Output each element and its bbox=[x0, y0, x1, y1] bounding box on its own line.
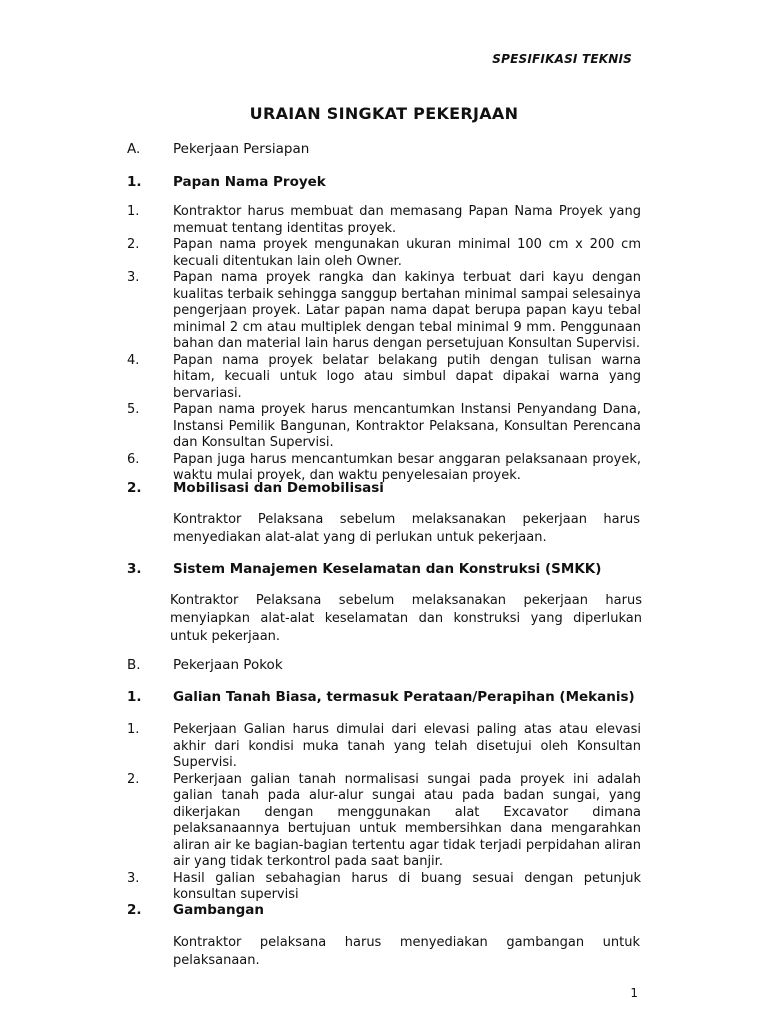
list-item-text: Papan nama proyek belatar belakang putih dengan tulisan warna hitam, kecuali untuk logo atau simbul dapat dipakai warna yang bervariasi. bbox=[173, 352, 641, 401]
gambangan-paragraph: Kontraktor pelaksana harus menyediakan gambangan untuk pelaksanaan. bbox=[173, 935, 640, 968]
list-item-text: Papan nama proyek rangka dan kakinya terbuat dari kayu dengan kualitas terbaik sehingga sanggup bertahan minimal sampai selesainya pengerjaan proyek. Latar papan nama dapat berupa papan kayu tebal minimal 2 cm atau multiplek dengan tebal minimal 9 mm. Penggunaan bahan dan material lain harus dengan persetujuan Konsultan Supervisi. bbox=[173, 270, 641, 351]
list-item bbox=[127, 402, 641, 452]
list-item-number: 2. bbox=[127, 771, 140, 787]
page-number: 1 bbox=[630, 986, 638, 1000]
section-title: Pekerjaan Persiapan bbox=[173, 141, 310, 157]
list-item-text: Kontraktor harus membuat dan memasang Papan Nama Proyek yang memuat tentang identitas proyek. bbox=[173, 204, 641, 236]
list-item bbox=[127, 772, 641, 871]
list-item-number: 5. bbox=[127, 402, 140, 417]
subsection-title: Papan Nama Proyek bbox=[173, 174, 326, 190]
subsection-heading-a2 bbox=[127, 479, 647, 497]
list-item bbox=[127, 871, 641, 904]
galian-list bbox=[127, 722, 641, 904]
subsection-number: 3. bbox=[127, 561, 142, 577]
subsection-title: Mobilisasi dan Demobilisasi bbox=[173, 480, 384, 496]
list-item-text: Papan juga harus mencantumkan besar anggaran pelaksanaan proyek, waktu mulai proyek, dan waktu penyelesaian proyek. bbox=[173, 451, 641, 483]
list-item-text: Perkerjaan galian tanah normalisasi sungai pada proyek ini adalah galian tanah pada alur-alur sungai atau pada badan sungai, yang dikerjakan dengan menggunakan alat Excavator dimana pelaksanaannya bertujuan untuk membersihkan dana mengarahkan aliran air ke bagian-bagian tertentu agar tidak terjadi perpidahan aliran air yang tidak terkontrol pada saat banjir. bbox=[173, 771, 641, 869]
subsection-heading-b2 bbox=[127, 901, 647, 919]
list-item-text: Papan nama proyek harus mencantumkan Instansi Penyandang Dana, Instansi Pemilik Bangunan, Kontraktor Pelaksana, Konsultan Perencana dan Konsultan Supervisi. bbox=[173, 402, 641, 450]
subsection-number: 2. bbox=[127, 480, 142, 496]
list-item-text: Hasil galian sebahagian harus di buang sesuai dengan petunjuk konsultan supervisi bbox=[173, 870, 641, 902]
subsection-heading-a1 bbox=[127, 173, 647, 191]
section-letter: A. bbox=[127, 141, 141, 157]
section-title: Pekerjaan Pokok bbox=[173, 657, 283, 673]
list-item bbox=[127, 353, 641, 403]
subsection-number: 1. bbox=[127, 689, 142, 705]
section-letter: B. bbox=[127, 657, 141, 673]
list-item-number: 3. bbox=[127, 870, 140, 886]
section-heading-a bbox=[127, 140, 647, 158]
subsection-number: 2. bbox=[127, 902, 142, 918]
list-item-number: 3. bbox=[127, 270, 140, 285]
subsection-heading-b1 bbox=[127, 688, 647, 706]
list-item-number: 6. bbox=[127, 451, 140, 467]
papan-nama-list bbox=[127, 204, 641, 485]
running-header: SPESIFIKASI TEKNIS bbox=[492, 52, 632, 66]
subsection-number: 1. bbox=[127, 174, 142, 190]
section-heading-b bbox=[127, 656, 647, 674]
list-item-text: Papan nama proyek mengunakan ukuran minimal 100 cm x 200 cm kecuali ditentukan lain oleh Owner. bbox=[173, 237, 641, 269]
list-item-text: Pekerjaan Galian harus dimulai dari elevasi paling atas atau elevasi akhir dari kondisi muka tanah yang telah disetujui oleh Konsultan Supervisi. bbox=[173, 722, 641, 770]
list-item-number: 1. bbox=[127, 722, 140, 737]
list-item bbox=[127, 237, 641, 270]
subsection-heading-a3 bbox=[127, 560, 647, 578]
document-title: URAIAN SINGKAT PEKERJAAN bbox=[249, 104, 519, 123]
subsection-title: Galian Tanah Biasa, termasuk Perataan/Perapihan (Mekanis) bbox=[173, 689, 635, 705]
list-item bbox=[127, 722, 641, 772]
subsection-title: Gambangan bbox=[173, 902, 265, 918]
mobilisasi-paragraph: Kontraktor Pelaksana sebelum melaksanakan pekerjaan harus menyediakan alat-alat yang di perlukan untuk pekerjaan. bbox=[173, 512, 640, 545]
smkk-paragraph: Kontraktor Pelaksana sebelum melaksanakan pekerjaan harus menyiapkan alat-alat keselamatan dan konstruksi yang diperlukan untuk pekerjaan. bbox=[170, 593, 642, 644]
list-item-number: 1. bbox=[127, 204, 140, 219]
list-item bbox=[127, 204, 641, 237]
subsection-title: Sistem Manajemen Keselamatan dan Konstruksi (SMKK) bbox=[173, 561, 602, 577]
list-item-number: 2. bbox=[127, 237, 140, 252]
list-item bbox=[127, 270, 641, 353]
list-item-number: 4. bbox=[127, 352, 140, 368]
